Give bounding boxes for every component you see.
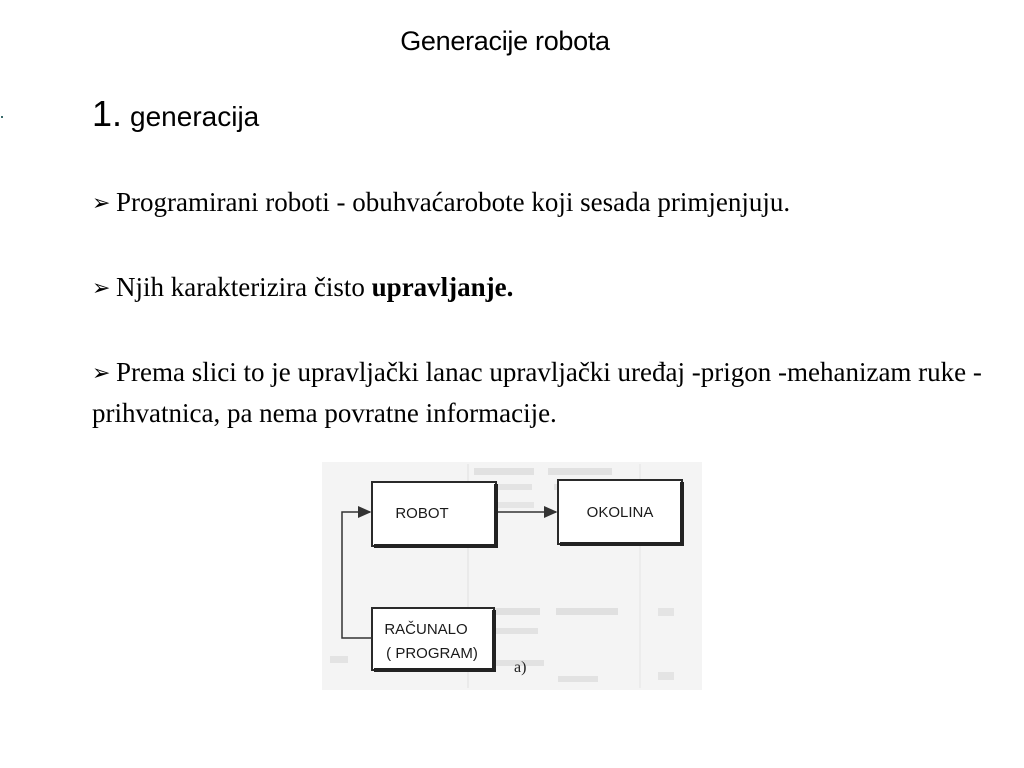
bullet-text: Njih karakterizira čisto <box>116 272 372 302</box>
bullet-text: Programirani roboti - obuhvaćarobote koji sesada primjenjuju. <box>116 187 791 217</box>
computer-label: RAČUNALO <box>384 621 468 638</box>
bullet-text: Prema slici to je upravljački lanac upravljački uređaj -prigon -mehanizam ruke -prihvatnica, pa nema povratne informacije. <box>92 357 982 428</box>
environment-label: OKOLINA <box>586 504 654 521</box>
bullet-item <box>92 352 982 433</box>
environment-box <box>558 480 684 546</box>
slide-title: Generacije robota <box>400 26 610 56</box>
bullet-item <box>92 182 982 223</box>
arrow-bullet-icon: ➢ <box>92 360 111 385</box>
computer-box <box>372 608 496 672</box>
control-chain-diagram <box>322 462 702 690</box>
arrow-bullet-icon: ➢ <box>92 275 111 300</box>
section-number: 1. <box>92 93 123 134</box>
section-heading-text: generacija <box>130 101 260 132</box>
robot-box <box>372 482 498 548</box>
section-heading <box>92 93 259 135</box>
decorative-dot <box>1 116 3 118</box>
program-label: ( PROGRAM) <box>386 645 478 662</box>
bullet-list <box>92 182 982 477</box>
figure-caption: a) <box>514 659 527 676</box>
bullet-emphasis: upravljanje. <box>371 272 514 302</box>
bullet-item <box>92 267 982 308</box>
robot-label: ROBOT <box>395 505 449 522</box>
arrow-bullet-icon: ➢ <box>92 190 111 215</box>
